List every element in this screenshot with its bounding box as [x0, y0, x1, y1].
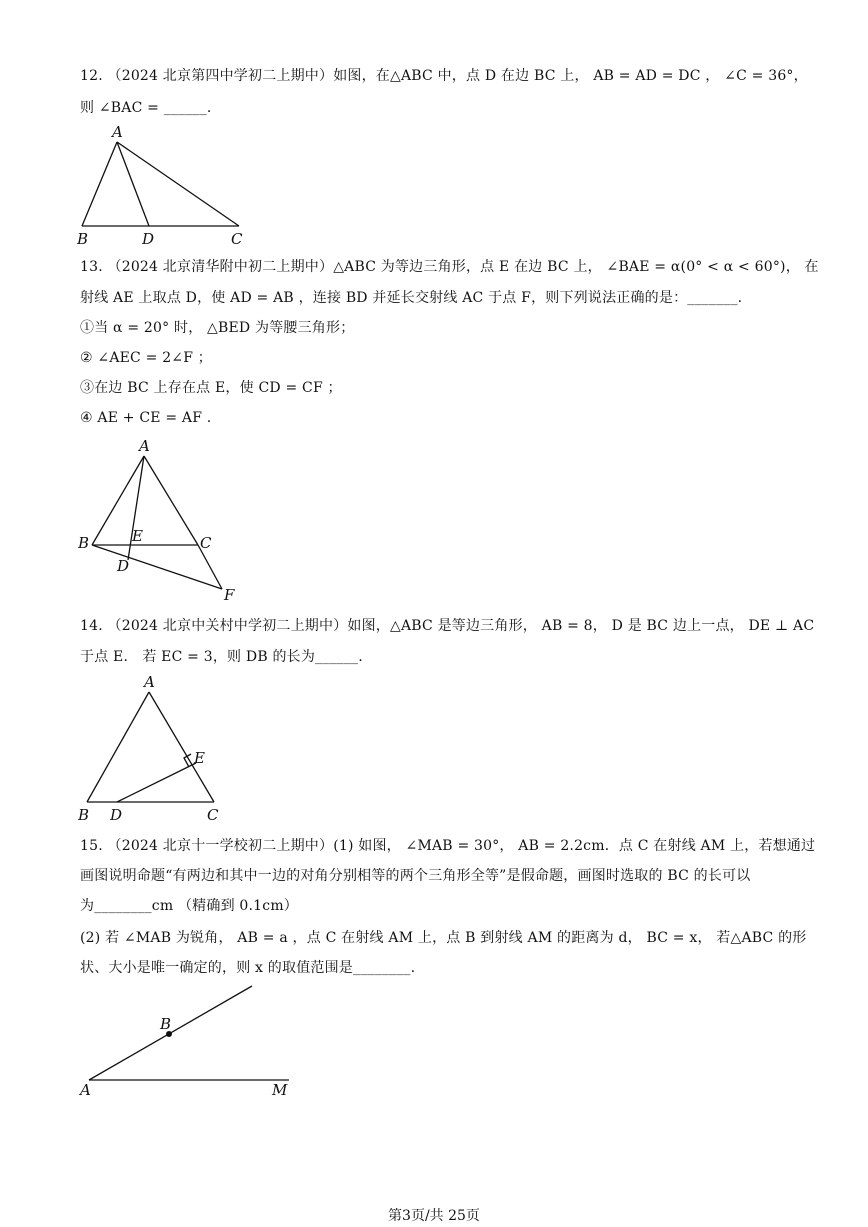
q15-label-m: M: [272, 1081, 288, 1099]
q14-figure-lines: [87, 692, 214, 802]
q12-label-d: D: [142, 230, 155, 248]
q12-text-line1: 12. （2024 北京第四中学初二上期中）如图，在△ABC 中，点 D 在边 BC 上， AB = AD = DC ， ∠C = 36°，: [80, 68, 808, 84]
q14-label-b: B: [78, 806, 90, 824]
q15-figure: [72, 980, 302, 1104]
q13-text-line2: 射线 AE 上取点 D，使 AD = AB ，连接 BD 并延长交射线 AC 于点 F，则下列说法正确的是：_______.: [80, 290, 743, 306]
q13-label-b: B: [78, 534, 90, 552]
q15-text-line3: 为________cm （精确到 0.1cm）: [80, 898, 298, 914]
q15-text-line1: 15. （2024 北京十一学校初二上期中）(1) 如图， ∠MAB = 30°， AB = 2.2cm．点 C 在射线 AM 上，若想通过: [80, 838, 816, 854]
q13-option-2: ② ∠AEC = 2∠F ；: [80, 350, 213, 366]
q14-label-e: E: [194, 749, 205, 767]
q14-text-line1: 14. （2024 北京中关村中学初二上期中）如图，△ABC 是等边三角形， AB = 8， D 是 BC 边上一点， DE ⊥ AC: [80, 618, 815, 634]
q15-text-line2: 画图说明命题“有两边和其中一边的对角分别相等的两个三角形全等”是假命题，画图时选取的 BC 的长可以: [80, 868, 751, 884]
q13-option-4: ④ AE + CE = AF .: [80, 410, 212, 426]
q13-label-a: A: [139, 437, 150, 455]
q13-text-line1: 13. （2024 北京清华附中初二上期中）△ABC 为等边三角形，点 E 在边 BC 上， ∠BAE = α(0° < α < 60°)， 在: [80, 259, 819, 275]
q14-text-line2: 于点 E． 若 EC = 3，则 DB 的长为______.: [80, 649, 363, 665]
q13-option-1: ①当 α = 20° 时， △BED 为等腰三角形；: [80, 320, 355, 336]
q12-label-a: A: [112, 123, 123, 141]
q14-label-c: C: [207, 806, 219, 824]
q13-label-e: E: [132, 527, 143, 545]
q13-label-f: F: [224, 586, 235, 604]
q12-label-b: B: [77, 230, 89, 248]
q13-label-c: C: [200, 534, 212, 552]
q12-label-c: C: [231, 230, 243, 248]
q14-figure: [72, 672, 242, 831]
q15-figure-lines: [89, 986, 289, 1080]
q12-figure: [72, 120, 262, 254]
q15-text-line4: (2) 若 ∠MAB 为锐角， AB = a ，点 C 在射线 AM 上，点 B 到射线 AM 的距离为 d， BC = x， 若△ABC 的形: [80, 930, 807, 946]
q12-text-line2: 则 ∠BAC = ______.: [80, 100, 212, 116]
q14-label-a: A: [144, 673, 155, 691]
q15-label-a: A: [80, 1081, 91, 1099]
q15-label-b: B: [160, 1015, 172, 1033]
q12-triangle-lines: [82, 142, 239, 226]
q15-text-line5: 状、大小是唯一确定的，则 x 的取值范围是________.: [80, 960, 416, 976]
q13-figure: [72, 432, 252, 606]
q13-figure-lines: [92, 456, 222, 589]
page-number: 第3页/共 25页: [388, 1208, 480, 1224]
q14-label-d: D: [110, 806, 123, 824]
q13-option-3: ③在边 BC 上存在点 E，使 CD = CF ；: [80, 380, 342, 396]
q13-label-d: D: [117, 557, 130, 575]
